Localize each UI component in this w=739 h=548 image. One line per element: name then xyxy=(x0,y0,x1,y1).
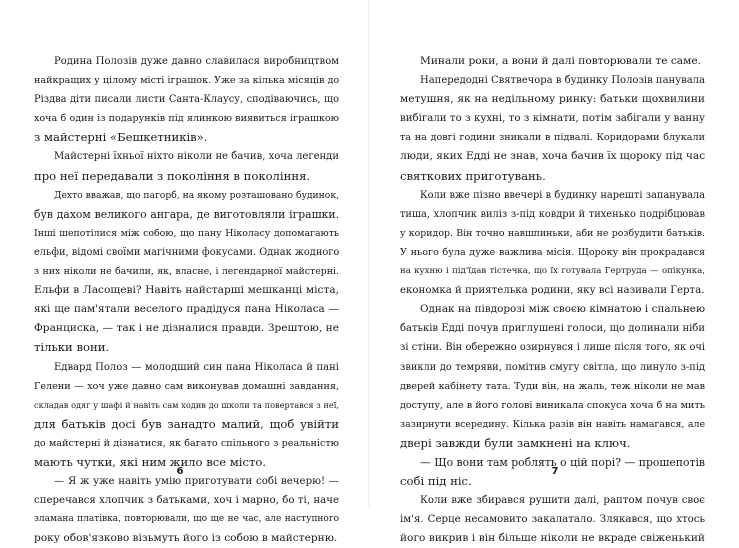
text-line: вибігали то з кухні, то з кімнати, потім забігали у ванну xyxy=(400,113,705,125)
text-line: Інші шепотілися між собою, що пану Ніколасу допомагають xyxy=(34,227,339,239)
text-line: мають чутки, які ним жило все місто. xyxy=(34,454,267,469)
text-line: зі стіни. Він обережно озирнувся і лише після того, як очі xyxy=(400,342,705,354)
text-line: про неї передавали з покоління в покоління. xyxy=(34,168,311,183)
page-number: 7 xyxy=(551,466,559,477)
text-line: Напередодні Святвечора в будинку Полозів панувала xyxy=(420,75,705,87)
page-number: 6 xyxy=(176,466,184,477)
text-line: Коли вже пізно ввечері в будинку нарешті запанувала xyxy=(420,189,705,201)
text-line: на кухню і під'їдав тістечка, що їх готувала Гертруда — опікунка, xyxy=(400,266,705,277)
text-line: у коридор. Він точно навшпиньки, аби не розбудити батьків. xyxy=(400,227,705,239)
left-page xyxy=(0,0,369,545)
text-line: двері завжди були замкнені на ключ. xyxy=(400,435,631,450)
text-line: року обов'язково візьмуть його із собою в майстерню. xyxy=(34,532,338,545)
text-line: батьків Едді почув приглушені голоси, що долинали ніби xyxy=(400,323,705,335)
text-line: хоча б один із подарунків під ялинкою виявиться іграшкою xyxy=(34,113,339,125)
text-line: — Що вони там роблять о цій порі? — прошепотів xyxy=(420,455,705,469)
text-line: метушня, як на недільному ринку: батьки щохвилини xyxy=(400,93,705,106)
text-line: ельфи, відомі своїми магічними фокусами. Однак жодного xyxy=(34,246,339,258)
text-line: — Я ж уже навіть умію приготувати собі вечерю! — xyxy=(54,476,339,488)
text-line: економка й приятелька родини, яку всі називали Гертa. xyxy=(400,285,705,297)
text-line: Коли вже збирався рушити далі, раптом почув своє xyxy=(420,495,705,507)
text-line: складав одяг у шафі й навіть сам ходив до школи та повертався з неї, xyxy=(34,399,339,410)
text-line: сперечався хлопчик з батьками, хоч і марно, бо ті, наче xyxy=(34,495,339,507)
text-line: для батьків досі був занадто малий, щоб увійти xyxy=(34,416,339,431)
text-line: був даxом великого ангара, де виготовляли іграшки. xyxy=(34,207,339,221)
text-line: У нього була дуже важлива місія. Щороку він прокрадався xyxy=(400,246,705,258)
text-line: Майстерні їхньої ніхто ніколи не бачив, хоча легенди xyxy=(54,151,339,163)
text-line: Едвард Полоз — молодший син пана Ніколаса й пані xyxy=(54,361,339,373)
text-line: до майстерні й дізнатися, як багато спільного з реальністю xyxy=(34,437,339,449)
right-page xyxy=(370,0,739,545)
text-line: зламана платівка, повторювали, що ще не час, але наступного xyxy=(34,514,339,525)
text-line: Гелени — хоч уже давно сам виконував домашні завдання, xyxy=(34,380,339,392)
text-line: люди, яких Едді не знав, хоча бачив їх щороку під час xyxy=(400,150,705,163)
text-line: доступу, але в його голові виникала спокуса хоча б на мить xyxy=(400,399,705,411)
text-line: Дехто вважав, що пагорб, на якому розташовано будинок, xyxy=(54,189,339,201)
text-line: тиша, хлопчик виліз з-під ковдри й тихенько подрібцював xyxy=(400,208,705,220)
text-line: Однак на півдорозі між своєю кімнатою і спальнею xyxy=(420,303,705,316)
text-line: Родина Полозів дуже давно славилася виробництвом xyxy=(54,56,339,67)
text-line: його викрив і він більше ніколи не вкраде свіженький xyxy=(400,532,705,545)
text-line: Франциска, — так і не дізналися правди. Зрештою, не xyxy=(34,322,339,335)
text-line: та на довгі години зникали в підвалі. Коридорами блукали xyxy=(400,132,705,144)
text-line: тільки вони. xyxy=(34,340,110,355)
text-line: які ще пам'ятали веселого прадідуся пана Ніколаса — xyxy=(34,303,339,316)
text-line: дверей кабінету тата. Туди він, на жаль, теж ніколи не мав xyxy=(400,380,705,392)
text-line: з майстерні «Бешкетників». xyxy=(34,130,208,145)
text-line: святкових приготувань. xyxy=(400,168,546,183)
text-line: собі під ніс. xyxy=(400,474,472,489)
text-line: звикли до темряви, помітив смугу світла, що линуло з-під xyxy=(400,361,705,373)
text-line: ім'я. Серце несамовито закалатало. Злякався, що хтось xyxy=(400,514,705,526)
text-line: найкращих у цілому місті іграшок. Уже за кілька місяців до xyxy=(34,75,339,87)
text-line: зазирнути всередину. Кілька разів він навіть намагався, але xyxy=(400,418,705,430)
text-line: Минали роки, а вони й далі повторювали те саме. xyxy=(420,55,701,67)
text-line: Різдва діти писали листи Санта-Клаусу, сподіваючись, що xyxy=(34,94,339,106)
text-line: з них ніколи не бачили, як, власне, і легендарної майстерні. xyxy=(34,266,339,278)
text-line: Ельфи в Ласощеві? Навіть найстарші мешканці міста, xyxy=(34,284,339,297)
